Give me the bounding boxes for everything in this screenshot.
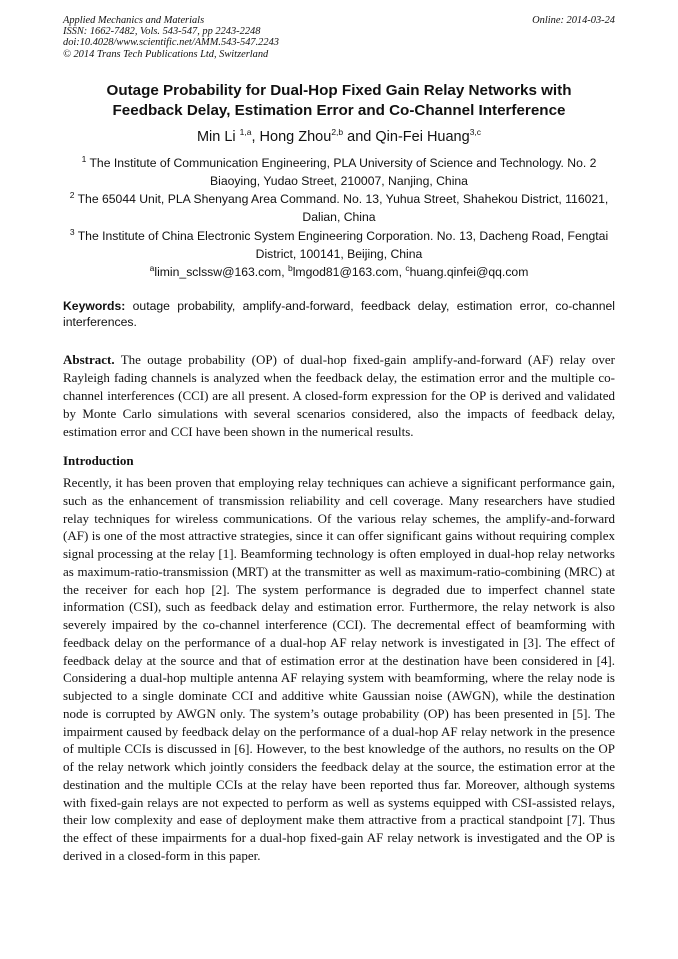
journal-name: Applied Mechanics and Materials [63, 15, 205, 26]
paper-title [63, 81, 615, 121]
email-b: lmgod81@163.com, [292, 265, 406, 279]
keywords-text: outage probability, amplify-and-forward, feedback delay, estimation error, co-channel interferences. [63, 299, 615, 329]
affiliation-3-number: 3 [69, 226, 75, 237]
author-2-affil: 2,b [331, 127, 344, 138]
title-line-1: Outage Probability for Dual-Hop Fixed Gain Relay Networks with [106, 82, 572, 99]
author-2-name: , Hong Zhou [251, 129, 332, 145]
email-c-marker: c [405, 262, 410, 273]
affiliation-2-text: The 65044 Unit, PLA Shenyang Area Command. No. 13, Yuhua Street, Shahekou District, 116021, Dalian, China [77, 192, 609, 224]
affiliation-3 [63, 228, 615, 263]
introduction-heading: Introduction [63, 453, 134, 468]
author-3-name: and Qin-Fei Huang [343, 129, 470, 145]
doi-line: doi:10.4028/www.scientific.net/AMM.543-547.2243 [63, 37, 279, 49]
author-3-affil: 3,c [469, 127, 482, 138]
abstract-label: Abstract. [63, 352, 115, 367]
abstract-section [63, 351, 615, 441]
author-1-name: Min Li [196, 129, 240, 145]
author-list [63, 128, 615, 146]
email-a-marker: a [149, 262, 155, 273]
email-b-marker: b [287, 262, 293, 273]
affiliation-2 [63, 191, 615, 226]
keywords-label: Keywords: [63, 299, 126, 313]
issn-line: ISSN: 1662-7482, Vols. 543-547, pp 2243-2248 [63, 26, 261, 38]
author-1-affil: 1,a [239, 127, 252, 138]
publication-header [63, 15, 615, 60]
affiliation-2-number: 2 [69, 189, 75, 200]
affiliation-1-text: The Institute of Communication Engineering, PLA University of Science and Technology. No. 2 Biaoying, Yudao Street, 210007, Nanjing, China [89, 156, 597, 188]
introduction-paragraph: Recently, it has been proven that employing relay techniques can achieve a significant performance gain, such as the enhancement of transmission reliability and cell coverage. Many researchers have studied relay techniques for wireless communications. Of the various relay schemes, the amplify-and-forward (AF) is one of the most attractive strategies, since it can offer significant gains without requiring complex signal processing at the relay [1]. Beamforming technology is often employed in dual-hop relay networks as maximum-ratio-transmission (MRT) at the transmitter as well as maximum-ratio-combining (MRC) at the receiver for each hop [2]. The system performance is degraded due to imperfect channel state information (CSI), such as feedback delay and estimation error. Furthermore, the relay network is also severely impaired by the co-channel interference (CCI). The decremental effect of beamforming with feedback delay on the performance of a dual-hop AF relay network is investigated in [3]. The effect of feedback delay at the source and that of estimation error at the destination have been considered in [4]. Considering a dual-hop multiple antenna AF relaying system with beamforming, where the relay node is subjected to a single dominate CCI and additive white Gaussian noise (AWGN), while the destination node is corrupted by AWGN only. The system’s outage probability (OP) has been presented in [5]. The impairment caused by feedback delay on the performance of a dual-hop AF relay network in the presence of multiple CCIs is discussed in [6]. However, to the best knowledge of the authors, no results on the OP of the relay network which jointly considers the feedback delay at the source, the estimation error at the destination and the multiple CCIs at the relay have been reported thus far. Moreover, although systems with fixed-gain relays are not expected to perform as well as systems equipped with CSI-assisted relays, their low complexity and ease of deployment make them attractive from a practical standpoint [7]. Thus the effect of these impairments for a dual-hop fixed-gain AF relay network is investigated and the OP is derived in a closed-form in this paper. [63, 475, 615, 863]
affiliation-1 [63, 155, 615, 190]
online-date: Online: 2014-03-24 [532, 15, 615, 26]
abstract-text: The outage probability (OP) of dual-hop fixed-gain amplify-and-forward (AF) relay over Rayleigh fading channels is analyzed when the feedback delay, the estimation error and the multiple co-channel interferences (CCI) are all present. A closed-form expression for the OP is derived and validated by Monte Carlo simulations with several scenarios considered, also the impacts of feedback delay, estimation error and CCI have been shown in the numerical results. [63, 352, 615, 439]
affiliation-1-number: 1 [81, 153, 87, 164]
email-list [63, 264, 615, 280]
keywords-section [63, 298, 615, 330]
title-line-2: Feedback Delay, Estimation Error and Co-Channel Interference [112, 102, 566, 119]
copyright-line: © 2014 Trans Tech Publications Ltd, Switzerland [63, 48, 269, 60]
email-c: huang.qinfei@qq.com [409, 265, 529, 279]
affiliation-3-text: The Institute of China Electronic System Engineering Corporation. No. 13, Dacheng Road, Fengtai District, 100141, Beijing, China [77, 229, 609, 261]
email-a: limin_sclssw@163.com, [154, 265, 288, 279]
